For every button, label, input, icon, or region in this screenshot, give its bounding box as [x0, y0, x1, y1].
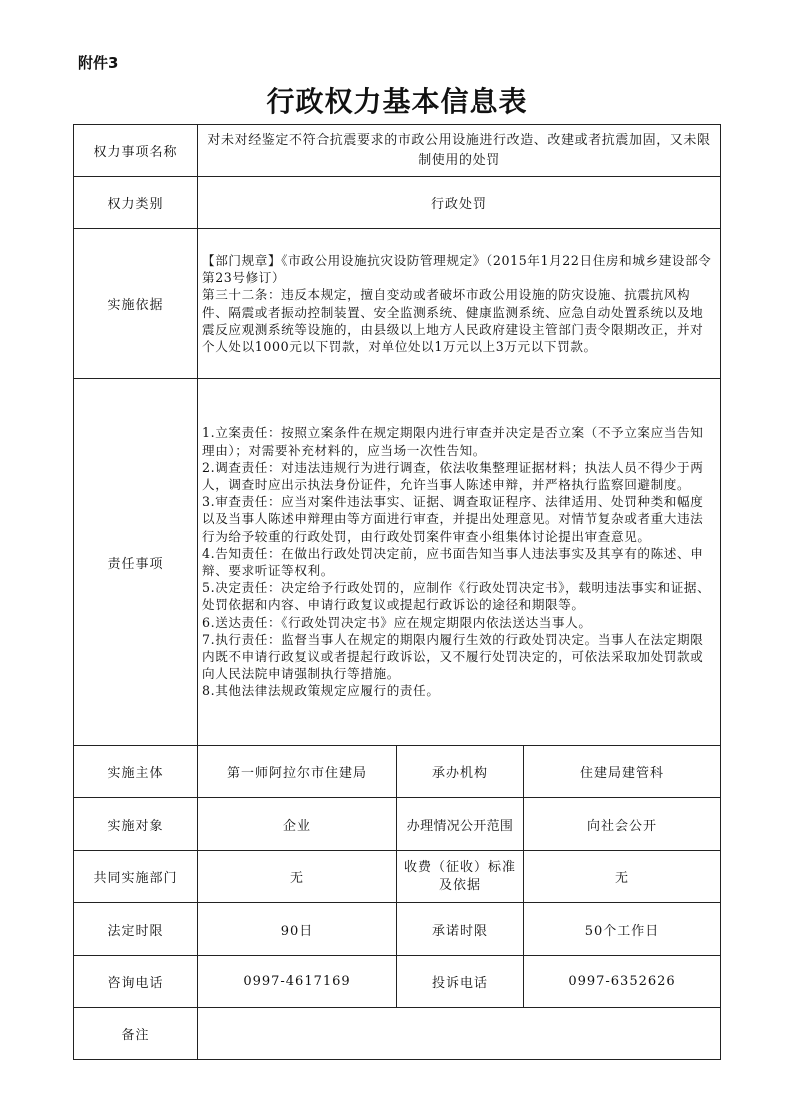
row-target [74, 798, 721, 851]
info-table [73, 124, 721, 1060]
remarks-label: 备注 [74, 1008, 198, 1060]
fee-standard-value: 无 [524, 851, 721, 903]
handling-agency-label: 承办机构 [397, 746, 524, 798]
consult-phone-value: 0997-4617169 [198, 956, 397, 1008]
row-power-category [74, 177, 721, 229]
responsibility-item: 2.调查责任：对违法违规行为进行调查，依法收集整理证据材料；执法人员不得少于两人，调查时应出示执法身份证件，允许当事人陈述申辩，并严格执行监察回避制度。 [202, 459, 704, 492]
row-implementing-body [74, 746, 721, 798]
responsibility-item: 1.立案责任：按照立案条件在规定期限内进行审查并决定是否立案（不予立案应当告知理由）；对需要补充材料的，应当场一次性告知。 [202, 425, 704, 458]
page-title: 行政权力基本信息表 [266, 85, 528, 118]
row-power-name [74, 125, 721, 177]
complaint-phone-label: 投诉电话 [397, 956, 524, 1008]
responsibility-item: 6.送达责任：《行政处罚决定书》应在规定期限内依法送达当事人。 [202, 614, 592, 630]
responsibilities-value [198, 379, 721, 746]
responsibility-item: 4.告知责任：在做出行政处罚决定前，应书面告知当事人违法事实及其享有的陈述、申辩、要求听证等权利。 [202, 545, 704, 578]
consult-phone-label: 咨询电话 [74, 956, 198, 1008]
basis-line: 【部门规章】《市政公用设施抗灾设防管理规定》（2015年1月22日住房和城乡建设部令第23号修订） [202, 252, 712, 286]
power-category-label: 权力类别 [74, 177, 198, 229]
responsibility-item: 3.审查责任：应当对案件违法事实、证据、调查取证程序、法律适用、处罚种类和幅度以及当事人陈述申辩理由等方面进行审查，并提出处理意见。对情节复杂或者重大违法行为给予较重的行政处罚，由行政处罚案件审查小组集体讨论提出审查意见。 [202, 494, 704, 544]
basis-value [198, 229, 721, 379]
row-phone [74, 956, 721, 1008]
remarks-value [198, 1008, 721, 1060]
handling-agency-value: 住建局建管科 [524, 746, 721, 798]
joint-department-value: 无 [198, 851, 397, 903]
power-name-value: 对未对经鉴定不符合抗震要求的市政公用设施进行改造、改建或者抗震加固，又未限制使用的处罚 [198, 125, 721, 177]
promised-time-limit-label: 承诺时限 [397, 903, 524, 956]
target-value: 企业 [198, 798, 397, 851]
joint-department-label: 共同实施部门 [74, 851, 198, 903]
fee-standard-label: 收费（征收）标准及依据 [397, 851, 524, 903]
power-category-value: 行政处罚 [198, 177, 721, 229]
row-joint-department [74, 851, 721, 903]
row-time-limit [74, 903, 721, 956]
responsibility-item: 8.其他法律法规政策规定应履行的责任。 [202, 683, 440, 699]
basis-label: 实施依据 [74, 229, 198, 379]
row-responsibilities [74, 379, 721, 746]
disclosure-scope-value: 向社会公开 [524, 798, 721, 851]
legal-time-limit-value: 90日 [198, 903, 397, 956]
row-basis [74, 229, 721, 379]
responsibility-item: 5.决定责任：决定给予行政处罚的，应制作《行政处罚决定书》，载明违法事实和证据、处罚依据和内容、申请行政复议或提起行政诉讼的途径和期限等。 [202, 580, 711, 613]
row-remarks [74, 1008, 721, 1060]
basis-line: 第三十二条：违反本规定，擅自变动或者破坏市政公用设施的防灾设施、抗震抗风构件、隔震或者振动控制装置、安全监测系统、健康监测系统、应急自动处置系统以及地震反应观测系统等设施的，由县级以上地方人民政府建设主管部门责令限期改正，并对个人处以1000元以下罚款，对单位处以1万元以上3万元以下罚款。 [202, 287, 704, 354]
implementing-body-value: 第一师阿拉尔市住建局 [198, 746, 397, 798]
responsibility-item: 7.执行责任：监督当事人在规定的期限内履行生效的行政处罚决定。当事人在法定期限内既不申请行政复议或者提起行政诉讼，又不履行处罚决定的，可依法采取加处罚款或向人民法院申请强制执行等措施。 [202, 631, 704, 682]
target-label: 实施对象 [74, 798, 198, 851]
promised-time-limit-value: 50个工作日 [524, 903, 721, 956]
attachment-label: 附件3 [78, 54, 119, 72]
power-name-label: 权力事项名称 [74, 125, 198, 177]
responsibilities-label: 责任事项 [74, 379, 198, 746]
complaint-phone-value: 0997-6352626 [524, 956, 721, 1008]
disclosure-scope-label: 办理情况公开范围 [397, 798, 524, 851]
implementing-body-label: 实施主体 [74, 746, 198, 798]
legal-time-limit-label: 法定时限 [74, 903, 198, 956]
